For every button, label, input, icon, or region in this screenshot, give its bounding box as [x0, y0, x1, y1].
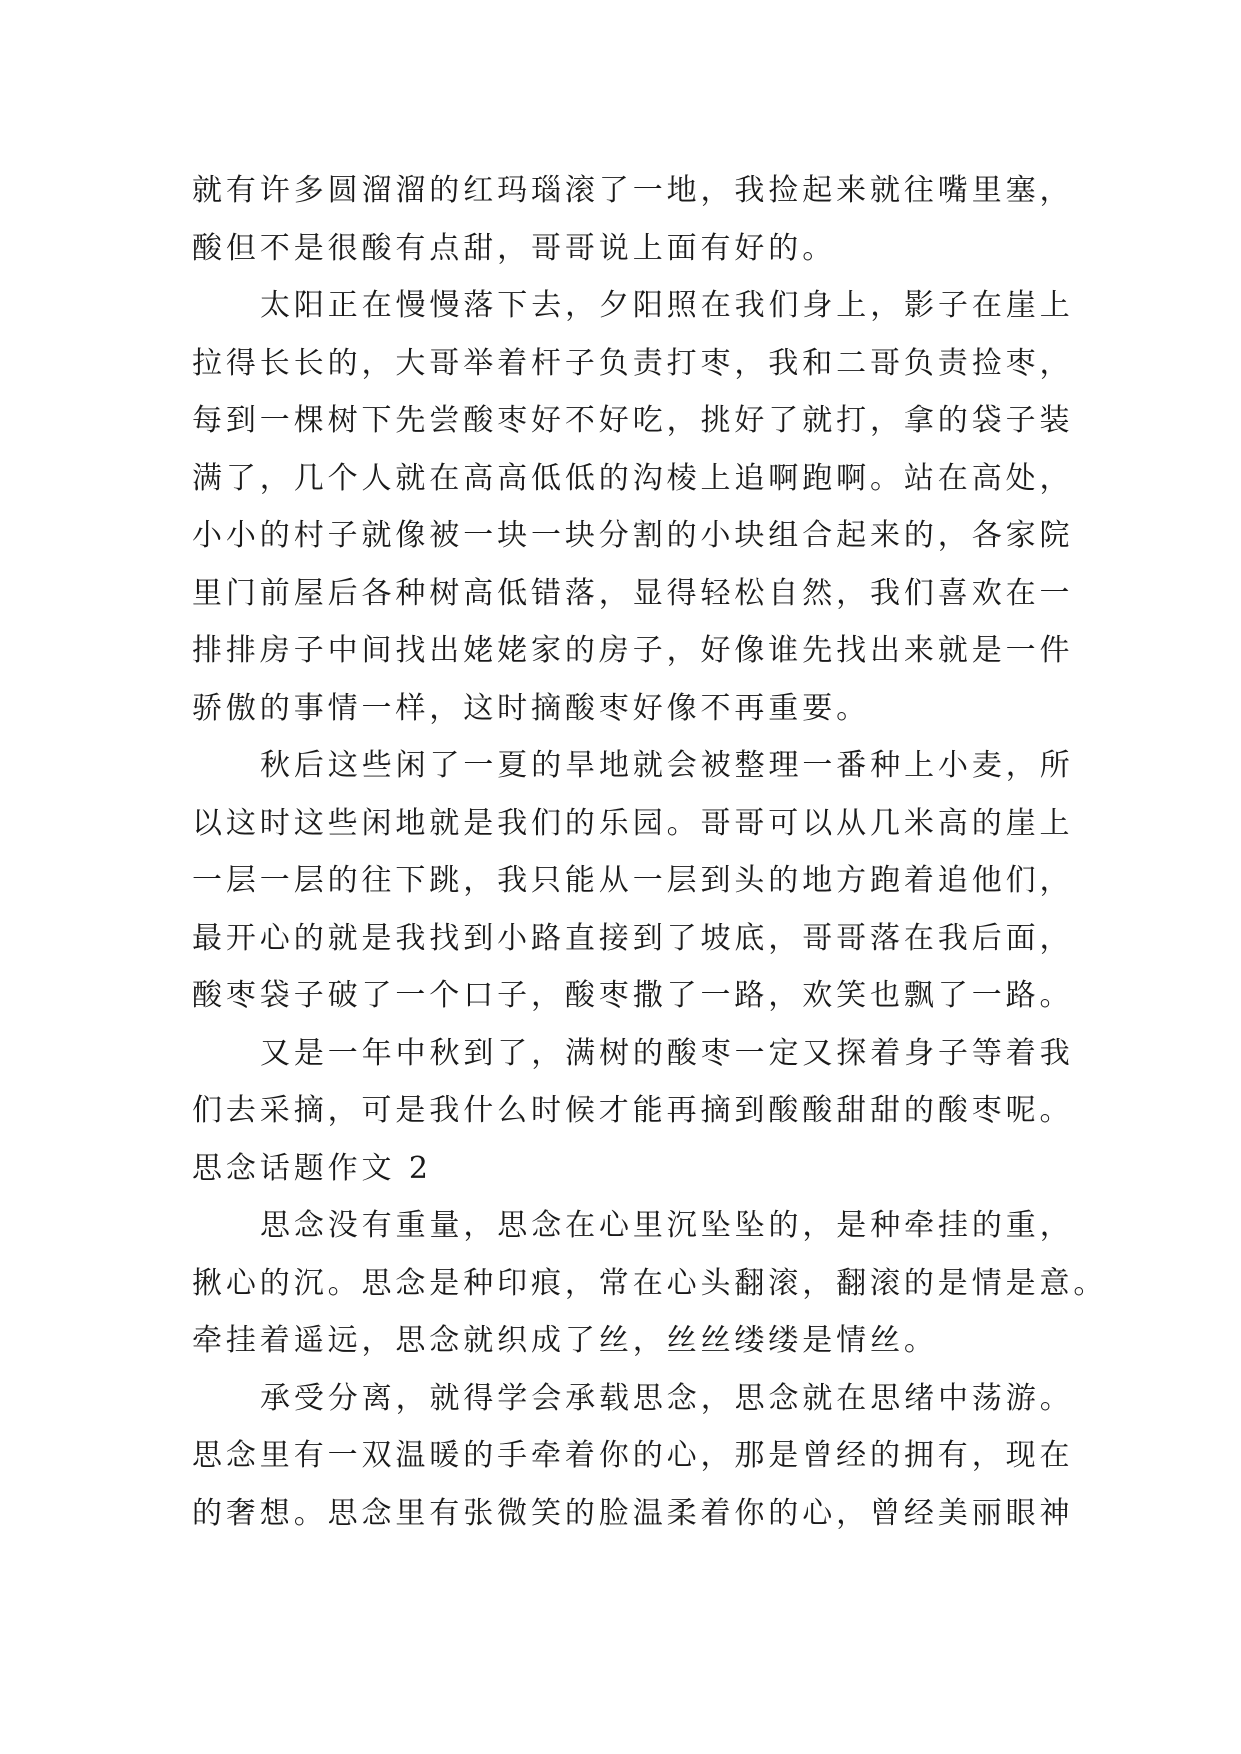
- paragraph-first-line: 秋后这些闲了一夏的旱地就会被整理一番种上小麦，所: [260, 748, 1074, 783]
- text-line: 的奢想。思念里有张微笑的脸温柔着你的心，曾经美丽眼神: [192, 1495, 1074, 1531]
- text-line: 牵挂着遥远，思念就织成了丝，丝丝缕缕是情丝。: [192, 1323, 938, 1358]
- text-line: 满了，几个人就在高高低低的沟棱上追啊跑啊。站在高处，: [192, 460, 1074, 496]
- text-line: 最开心的就是我找到小路直接到了坡底，哥哥落在我后面，: [192, 920, 1074, 956]
- paragraph-first-line: 太阳正在慢慢落下去，夕阳照在我们身上，影子在崖上: [260, 288, 1074, 323]
- text-line: 里门前屋后各种树高低错落，显得轻松自然，我们喜欢在一: [192, 575, 1074, 611]
- section-heading: 思念话题作文 2: [192, 1150, 432, 1186]
- text-line: 以这时这些闲地就是我们的乐园。哥哥可以从几米高的崖上: [192, 805, 1074, 841]
- text-line: 小小的村子就像被一块一块分割的小块组合起来的，各家院: [192, 518, 1074, 553]
- paragraph-first-line: 思念没有重量，思念在心里沉坠坠的，是种牵挂的重，: [260, 1208, 1074, 1243]
- text-line: 一层一层的往下跳，我只能从一层到头的地方跑着追他们，: [192, 863, 1074, 898]
- paragraph-first-line: 承受分离，就得学会承载思念，思念就在思绪中荡游。: [260, 1380, 1074, 1416]
- text-line: 排排房子中间找出姥姥家的房子，好像谁先找出来就是一件: [192, 633, 1074, 668]
- text-line: 酸但不是很酸有点甜，哥哥说上面有好的。: [192, 230, 837, 266]
- text-line: 骄傲的事情一样，这时摘酸枣好像不再重要。: [192, 690, 870, 726]
- text-line: 揪心的沉。思念是种印痕，常在心头翻滚，翻滚的是情是意。: [192, 1265, 1108, 1301]
- text-line: 就有许多圆溜溜的红玛瑙滚了一地，我捡起来就往嘴里塞，: [192, 173, 1074, 208]
- paragraph-first-line: 又是一年中秋到了，满树的酸枣一定又探着身子等着我: [260, 1035, 1074, 1071]
- text-line: 每到一棵树下先尝酸枣好不好吃，挑好了就打，拿的袋子装: [192, 403, 1074, 438]
- essay-body: [192, 162, 1108, 1542]
- text-line: 们去采摘，可是我什么时候才能再摘到酸酸甜甜的酸枣呢。: [192, 1093, 1074, 1128]
- text-line: 酸枣袋子破了一个口子，酸枣撒了一路，欢笑也飘了一路。: [192, 978, 1074, 1013]
- text-line: 思念里有一双温暖的手牵着你的心，那是曾经的拥有，现在: [192, 1438, 1074, 1473]
- text-line: 拉得长长的，大哥举着杆子负责打枣，我和二哥负责捡枣，: [192, 345, 1074, 381]
